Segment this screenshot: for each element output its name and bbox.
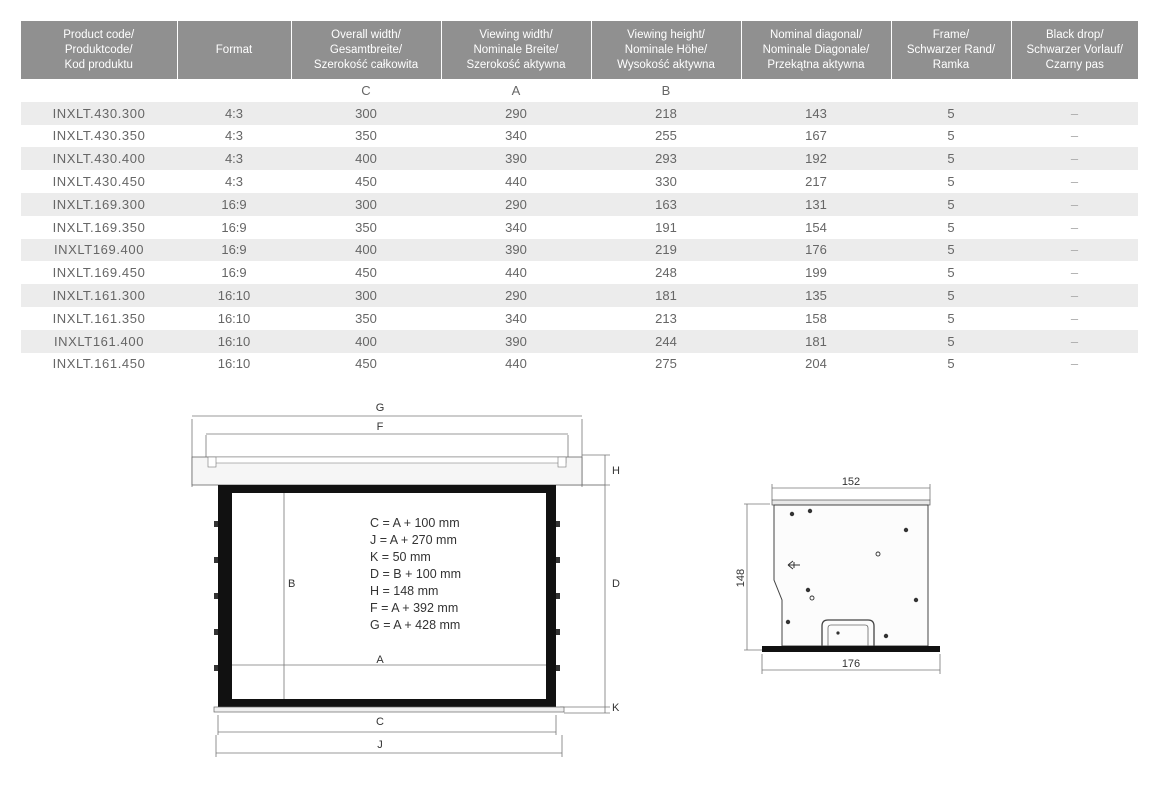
column-header: Nominal diagonal/ Nominale Diagonale/ Przekątna aktywna (741, 21, 891, 79)
table-cell: 300 (291, 193, 441, 216)
table-cell: 135 (741, 284, 891, 307)
dim-label-g: G (375, 402, 385, 414)
table-cell: – (1070, 128, 1079, 144)
table-cell: 290 (441, 284, 591, 307)
table-row (21, 102, 1138, 125)
dimension-letter: C (361, 82, 371, 98)
table-cell: 218 (591, 102, 741, 125)
table-cell: 290 (441, 102, 591, 125)
table-cell: 16:10 (177, 330, 291, 353)
table-cell: 5 (947, 310, 955, 326)
table-cell: 199 (805, 265, 827, 281)
table-cell: – (1070, 265, 1079, 281)
profile-base (762, 646, 940, 652)
column-header: Product code/ Produktcode/ Kod produktu (21, 21, 177, 79)
table-row (21, 284, 1138, 307)
table-row (21, 193, 1138, 216)
table-cell: 330 (655, 174, 677, 190)
product-code-cell: INXLT.161.450 (52, 356, 146, 372)
table-cell: 440 (505, 356, 527, 372)
table-cell: 4:3 (224, 174, 244, 190)
dim-label-f: F (376, 421, 384, 433)
table-cell: 181 (591, 284, 741, 307)
table-cell: 400 (291, 239, 441, 262)
product-code-cell: INXLT169.400 (21, 239, 177, 262)
dim-label-j: J (377, 739, 383, 751)
table-cell: – (1011, 284, 1138, 307)
table-cell: 5 (891, 102, 1011, 125)
product-code-cell: INXLT.169.350 (52, 219, 146, 235)
table-cell: 5 (891, 330, 1011, 353)
table-cell: 5 (891, 239, 1011, 262)
dim-label-d: D (612, 578, 620, 590)
table-cell: 340 (505, 128, 527, 144)
table-cell: 440 (505, 265, 527, 281)
table-cell: 16:9 (177, 239, 291, 262)
dimension-letter (21, 79, 177, 102)
table-cell: 440 (505, 174, 527, 190)
product-code-cell: INXLT.161.350 (52, 310, 146, 326)
table-cell: 450 (355, 356, 377, 372)
product-code-cell: INXLT.430.350 (52, 128, 146, 144)
dimension-letter (1011, 79, 1138, 102)
formula-g: G = A + 428 mm (370, 618, 461, 632)
table-cell: 181 (741, 330, 891, 353)
product-code-cell: INXLT.430.300 (21, 102, 177, 125)
column-header: Format (177, 21, 291, 79)
table-cell: – (1070, 310, 1079, 326)
table-row (21, 330, 1138, 353)
table-cell: – (1011, 239, 1138, 262)
table-cell: 290 (441, 193, 591, 216)
dim-label-h: H (612, 465, 620, 477)
table-cell: 4:3 (224, 128, 244, 144)
formula-h: H = 148 mm (370, 584, 439, 598)
table-cell: 340 (505, 310, 527, 326)
dimension-letter: A (511, 82, 521, 98)
table-cell: 5 (891, 193, 1011, 216)
table-row (21, 216, 1138, 239)
table-row (21, 147, 1138, 170)
dimension-letter (741, 79, 891, 102)
table-cell: 350 (355, 219, 377, 235)
dimension-letter: B (661, 82, 671, 98)
dim-label-height: 148 (735, 568, 747, 588)
table-cell: 300 (291, 102, 441, 125)
table-cell: 350 (355, 128, 377, 144)
table-cell: 400 (291, 330, 441, 353)
table-cell: – (1011, 330, 1138, 353)
table-cell: 244 (591, 330, 741, 353)
table-cell: 191 (655, 219, 677, 235)
column-header: Black drop/ Schwarzer Vorlauf/ Czarny pas (1011, 21, 1138, 79)
product-code-cell: INXLT.169.450 (52, 265, 146, 281)
product-code-cell: INXLT.161.300 (21, 284, 177, 307)
table-cell: 163 (591, 193, 741, 216)
column-header: Frame/ Schwarzer Rand/ Ramka (891, 21, 1011, 79)
table-cell: – (1011, 193, 1138, 216)
formula-d: D = B + 100 mm (370, 567, 462, 581)
table-cell: 450 (355, 174, 377, 190)
dim-label-a: A (376, 654, 384, 666)
table-cell: 16:9 (177, 193, 291, 216)
table-cell: 293 (591, 147, 741, 170)
formula-k: K = 50 mm (370, 550, 431, 564)
table-cell: 340 (505, 219, 527, 235)
table-cell: – (1011, 147, 1138, 170)
table-cell: 154 (805, 219, 827, 235)
table-row (21, 125, 1138, 148)
table-cell: 167 (805, 128, 827, 144)
product-code-cell: INXLT.430.400 (21, 147, 177, 170)
table-cell: 5 (947, 219, 955, 235)
table-cell: 5 (947, 265, 955, 281)
table-cell: – (1070, 356, 1079, 372)
table-cell: 350 (355, 310, 377, 326)
dim-label-b: B (288, 578, 296, 590)
product-code-cell: INXLT.430.450 (52, 174, 146, 190)
table-cell: 400 (291, 147, 441, 170)
table-cell: 213 (655, 310, 677, 326)
dim-label-bottom-width: 176 (841, 658, 861, 670)
table-cell: 255 (655, 128, 677, 144)
table-cell: 5 (947, 174, 955, 190)
formula-f: F = A + 392 mm (370, 601, 459, 615)
dim-label-top-width: 152 (841, 476, 861, 488)
table-cell: 219 (591, 239, 741, 262)
table-cell: 16:10 (217, 310, 251, 326)
table-cell: 158 (805, 310, 827, 326)
table-cell: 16:10 (217, 356, 251, 372)
column-header: Overall width/ Gesamtbreite/ Szerokość całkowita (291, 21, 441, 79)
table-cell: 5 (947, 128, 955, 144)
column-header: Viewing width/ Nominale Breite/ Szerokość aktywna (441, 21, 591, 79)
table-cell: 390 (441, 330, 591, 353)
table-row (21, 239, 1138, 262)
table-cell: 5 (891, 284, 1011, 307)
dimension-letter (891, 79, 1011, 102)
table-header-row (21, 21, 1138, 79)
dim-label-k: K (612, 702, 620, 714)
dimension-letter-row (21, 79, 1138, 102)
table-cell: 5 (891, 147, 1011, 170)
table-cell: 450 (355, 265, 377, 281)
product-code-cell: INXLT.169.300 (21, 193, 177, 216)
product-code-cell: INXLT161.400 (21, 330, 177, 353)
table-cell: 390 (441, 239, 591, 262)
table-cell: 176 (741, 239, 891, 262)
spec-table (21, 21, 1138, 375)
table-cell: 16:9 (221, 219, 247, 235)
table-cell: – (1070, 174, 1079, 190)
column-header: Viewing height/ Nominale Höhe/ Wysokość aktywna (591, 21, 741, 79)
table-cell: 4:3 (177, 102, 291, 125)
dim-label-c: C (376, 716, 384, 728)
dimension-letter (177, 79, 291, 102)
table-cell: 275 (655, 356, 677, 372)
table-cell: 300 (291, 284, 441, 307)
table-row (21, 170, 1138, 193)
table-cell: 204 (805, 356, 827, 372)
formula-j: J = A + 270 mm (370, 533, 457, 547)
table-row (21, 307, 1138, 330)
table-cell: 390 (441, 147, 591, 170)
table-cell: 16:9 (221, 265, 247, 281)
table-cell: 143 (741, 102, 891, 125)
table-cell: 4:3 (177, 147, 291, 170)
table-cell: 131 (741, 193, 891, 216)
table-row (21, 353, 1138, 376)
formula-c: C = A + 100 mm (370, 516, 460, 530)
table-cell: – (1011, 102, 1138, 125)
table-cell: 248 (655, 265, 677, 281)
front-view-diagram (180, 395, 650, 770)
side-profile-diagram (730, 470, 950, 685)
table-cell: 192 (741, 147, 891, 170)
table-cell: 217 (805, 174, 827, 190)
table-cell: 5 (947, 356, 955, 372)
table-row (21, 261, 1138, 284)
table-cell: 16:10 (177, 284, 291, 307)
table-cell: – (1070, 219, 1079, 235)
